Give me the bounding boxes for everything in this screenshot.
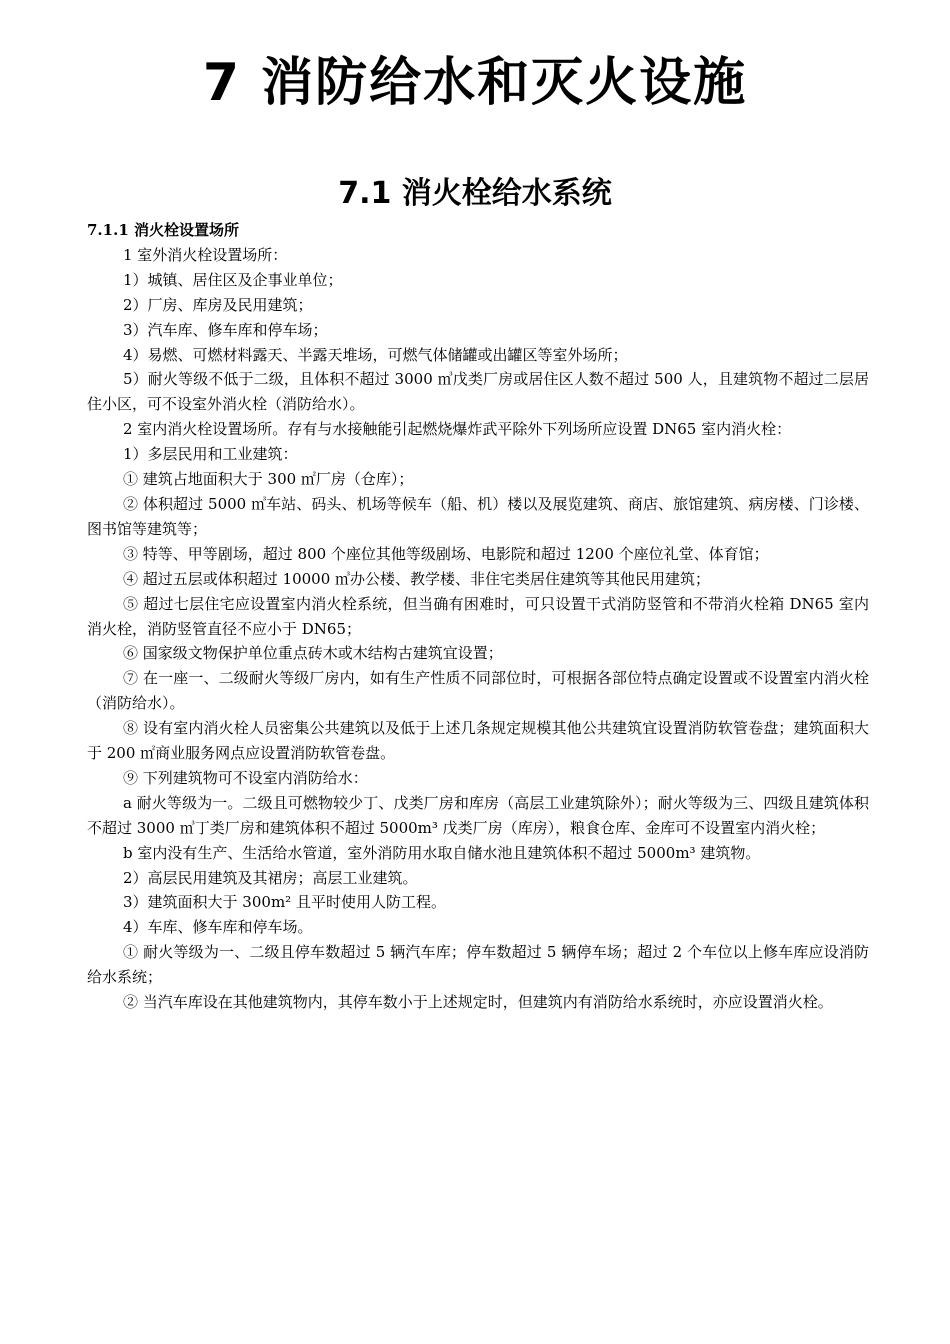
document-body — [87, 218, 869, 1015]
subsection-title: 7.1.1 消火栓设置场所 — [87, 221, 239, 239]
paragraph-outdoor-heading: 1 室外消火栓设置场所： — [123, 245, 288, 264]
paragraph-item: 1）城镇、居住区及企事业单位； — [123, 270, 343, 289]
paragraph-item: ⑤ 超过七层住宅应设置室内消火栓系统，但当确有困难时，可只设置干式消防竖管和不带消火栓箱 DN65 室内消火栓，消防竖管直径不应小于 DN65； — [87, 594, 869, 638]
paragraph-item: 4）易燃、可燃材料露天、半露天堆场，可燃气体储罐或出罐区等室外场所； — [123, 345, 628, 364]
paragraph-item: ⑦ 在一座一、二级耐火等级厂房内，如有生产性质不同部位时，可根据各部位特点确定设置或不设置室内消火栓（消防给水）。 — [87, 669, 869, 713]
paragraph-item: ④ 超过五层或体积超过 10000 ㎥办公楼、教学楼、非住宅类居住建筑等其他民用建筑； — [123, 569, 711, 588]
paragraph-item: 2）厂房、库房及民用建筑； — [123, 295, 313, 314]
paragraph-item: ① 耐火等级为一、二级且停车数超过 5 辆汽车库；停车数超过 5 辆停车场；超过 2 个车位以上修车库应设消防给水系统； — [87, 943, 869, 987]
section-title: 7.1 消火栓给水系统 — [338, 176, 612, 211]
paragraph-indoor-heading: 2 室内消火栓设置场所。存有与水接触能引起燃烧爆炸武平除外下列场所应设置 DN65 室内消火栓： — [123, 420, 792, 439]
paragraph-item: ⑥ 国家级文物保护单位重点砖木或木结构古建筑宜设置； — [123, 644, 503, 663]
paragraph-item: 5）耐火等级不低于二级，且体积不超过 3000 ㎥戊类厂房或居住区人数不超过 500 人，且建筑物不超过二层居住小区，可不设室外消火栓（消防给水）。 — [87, 370, 869, 414]
paragraph-item: 4）车库、修车库和停车场。 — [123, 918, 313, 937]
paragraph-item: ⑨ 下列建筑物可不设室内消防给水： — [123, 768, 368, 787]
paragraph-item: 2）高层民用建筑及其裙房；高层工业建筑。 — [123, 868, 418, 887]
paragraph-item: a 耐火等级为一。二级且可燃物较少丁、戊类厂房和库房（高层工业建筑除外）；耐火等级为三、四级且建筑体积不超过 3000 ㎥丁类厂房和建筑体积不超过 5000m³ 戊类厂房（库房），粮食仓库、金库可不设置室内消火栓； — [87, 793, 869, 837]
paragraph-item: 3）建筑面积大于 300m² 且平时使用人防工程。 — [123, 893, 446, 912]
paragraph-item: ① 建筑占地面积大于 300 ㎡厂房（仓库）； — [123, 470, 414, 489]
paragraph-item: ② 当汽车库设在其他建筑物内，其停车数小于上述规定时，但建筑内有消防给水系统时，亦应设置消火栓。 — [123, 993, 833, 1012]
paragraph-item: b 室内没有生产、生活给水管道，室外消防用水取自储水池且建筑体积不超过 5000m³ 建筑物。 — [123, 843, 761, 862]
paragraph-item: ⑧ 设有室内消火栓人员密集公共建筑以及低于上述几条规定规模其他公共建筑宜设置消防软管卷盘；建筑面积大于 200 ㎡商业服务网点应设置消防软管卷盘。 — [87, 719, 869, 763]
paragraph-item: 1）多层民用和工业建筑： — [123, 445, 298, 464]
paragraph-item: ② 体积超过 5000 ㎥车站、码头、机场等候车（船、机）楼以及展览建筑、商店、旅馆建筑、病房楼、门诊楼、图书馆等建筑等； — [87, 494, 869, 538]
paragraph-item: 3）汽车库、修车库和停车场； — [123, 320, 328, 339]
paragraph-item: ③ 特等、甲等剧场，超过 800 个座位其他等级剧场、电影院和超过 1200 个座位礼堂、体育馆； — [123, 544, 769, 563]
chapter-title: 7 消防给水和灭火设施 — [202, 53, 748, 113]
